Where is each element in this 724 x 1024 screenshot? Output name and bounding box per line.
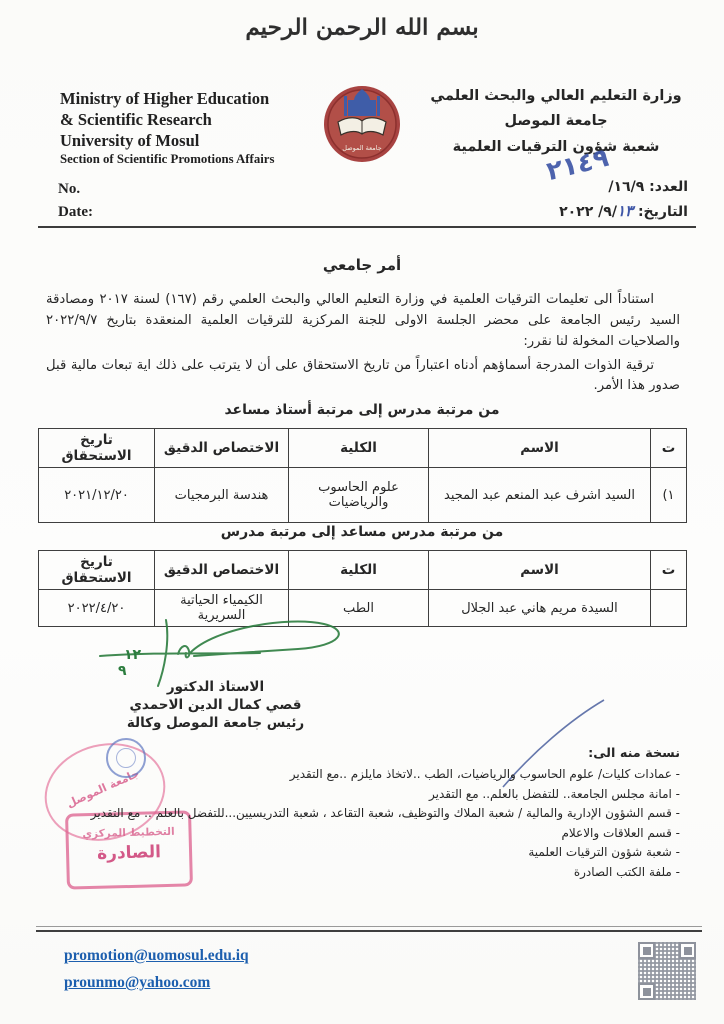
col-specialty: الاختصاص الدقيق: [155, 551, 289, 590]
footer-divider: [36, 930, 702, 932]
ref-number-label: العدد: ٩‏/‏١٦‏/: [608, 179, 688, 195]
cell-entitlement-date: ٢٠٢١/١٢/٢٠: [39, 468, 155, 523]
university-name-ar: جامعة الموصل: [504, 113, 608, 130]
ref-block-arabic: [488, 176, 688, 224]
order-body: [46, 290, 680, 400]
qr-finder-pattern: [679, 942, 696, 959]
stamp-line-outgoing: الصادرة: [96, 842, 162, 864]
cell-seq: ١): [651, 468, 687, 523]
distribution-item: - امانة مجلس الجامعة.. للتفضل بالعلم.. مع التقدير: [429, 786, 680, 801]
section-name-en: Section of Scientific Promotions Affairs: [60, 152, 275, 167]
order-title: أمر جامعي: [322, 256, 402, 274]
col-seq: ت: [651, 551, 687, 590]
col-name: الاسم: [429, 429, 651, 468]
signatory-title: الاستاذ الدكتور: [166, 679, 265, 695]
signature-handwritten-day: ١٢: [124, 647, 142, 663]
university-logo: [322, 84, 402, 164]
section1-title: من مرتبة مدرس إلى مرتبة أستاذ مساعد: [224, 402, 500, 418]
contact-emails: [64, 942, 249, 996]
col-seq: ت: [651, 429, 687, 468]
table1-header-row: [39, 429, 687, 468]
no-label: No.: [58, 181, 81, 197]
signature-handwritten-month: ٩: [118, 663, 127, 679]
basmala-calligraphy: بسم الله الرحمن الرحيم: [245, 14, 479, 41]
order-paragraph-1: استناداً الى تعليمات الترقيات العلمية في وزارة التعليم العالي والبحث العلمي رقم (١٦٧) لسنة ٢٠١٧ ومصادقة السيد رئيس الجامعة على محضر الجلسة الاولى للجنة المركزية للترقيات العلمية المنعقدة بتاريخ ٢٠٢٢/٩/٧ والصلاحيات المخولة لنا نقرر:: [46, 292, 680, 349]
cell-college: الطب: [289, 590, 429, 627]
signatory-name: قصي كمال الدين الاحمدي: [129, 697, 302, 714]
university-name-en: University of Mosul: [60, 131, 200, 151]
section-name-ar: شعبة شؤون الترقيات العلمية: [452, 138, 660, 155]
yahoo-email: prounmo@yahoo.com: [64, 974, 211, 992]
ref-number-line: [488, 176, 688, 199]
distribution-title: نسخة منه الى:: [588, 746, 680, 761]
distribution-item: - قسم العلاقات والاعلام: [561, 825, 680, 840]
ref-date-line: [488, 199, 688, 224]
ministry-name-ar: وزارة التعليم العالي والبحث العلمي: [430, 88, 682, 104]
cell-seq: [651, 590, 687, 627]
promotion-table-assistant-professor: [38, 428, 687, 523]
distribution-item: - قسم الشؤون الإدارية والمالية / شعبة الملاك والتوظيف، شعبة التقاعد ، شعبة التدريسيين...للتفضل بالعلم .. مع التقدير: [90, 806, 680, 820]
promotion-email: promotion@uomosul.edu.iq: [64, 947, 249, 964]
footer-divider-thin: [36, 926, 702, 927]
col-name: الاسم: [429, 551, 651, 590]
ref-date-rest: ‏/‏٩‏/ ٢٠٢٢: [559, 204, 617, 221]
header-divider: [38, 226, 696, 228]
order-paragraph-2: ترقية الذوات المدرجة أسماؤهم أدناه اعتباراً من تاريخ الاستحقاق على أن لا يترتب على ذلك اية تبعات مالية قبل صدور هذا الأمر.: [46, 357, 680, 394]
cell-name: السيدة مريم هاني عبد الجلال: [429, 590, 651, 627]
signatory-position: رئيس جامعة الموصل وكالة: [126, 715, 305, 732]
cell-college: علوم الحاسوب والرياضيات: [289, 468, 429, 523]
col-specialty: الاختصاص الدقيق: [155, 429, 289, 468]
stamp-line-central-planning: التخطيط المركزي: [82, 825, 175, 841]
university-emblem-icon: [322, 84, 402, 164]
table2-header-row: [39, 551, 687, 590]
distribution-list: [80, 746, 680, 882]
table-row: [39, 468, 687, 523]
qr-finder-pattern: [638, 983, 655, 1000]
col-college: الكلية: [289, 429, 429, 468]
date-label: Date:: [58, 203, 93, 220]
handwritten-day: ١٣: [616, 202, 634, 221]
section2-title: من مرتبة مدرس مساعد إلى مرتبة مدرس: [220, 524, 504, 540]
col-college: الكلية: [289, 551, 429, 590]
round-stamp-text: جامعة الموصل: [64, 766, 142, 811]
ministry-name-en-line1: Ministry of Higher Education: [60, 89, 270, 108]
ministry-name-en-line2: & Scientific Research: [60, 110, 212, 130]
distribution-item: - عمادات كليات/ علوم الحاسوب والرياضيات، الطب ..لاتخاذ مايلزم ..مع التقدير: [289, 767, 680, 781]
col-entitlement-date: تاريخ الاستحقاق: [39, 429, 155, 468]
letterhead-arabic: [426, 84, 686, 160]
handwritten-outgoing-number: ٢١٤٩: [544, 142, 611, 188]
col-entitlement-date: تاريخ الاستحقاق: [39, 551, 155, 590]
cell-specialty: الكيمياء الحياتية السريرية: [155, 590, 289, 627]
qr-finder-pattern: [638, 942, 655, 959]
svg-text:جامعة الموصل: جامعة الموصل: [342, 144, 382, 152]
distribution-item: - شعبة شؤون الترقيات العلمية: [528, 845, 680, 859]
distribution-item: - ملفة الكتب الصادرة: [573, 864, 680, 879]
cell-specialty: هندسة البرمجيات: [155, 468, 289, 523]
signatory-block: [108, 678, 323, 733]
ref-labels-english: [58, 178, 93, 223]
letterhead-english: [60, 88, 360, 168]
cell-name: السيد اشرف عبد المنعم عبد المجيد: [429, 468, 651, 523]
cell-entitlement-date: ٢٠٢٢/٤/٢٠: [39, 590, 155, 627]
ref-date-label: التاريخ:: [637, 204, 688, 221]
qr-code: [638, 942, 696, 1000]
